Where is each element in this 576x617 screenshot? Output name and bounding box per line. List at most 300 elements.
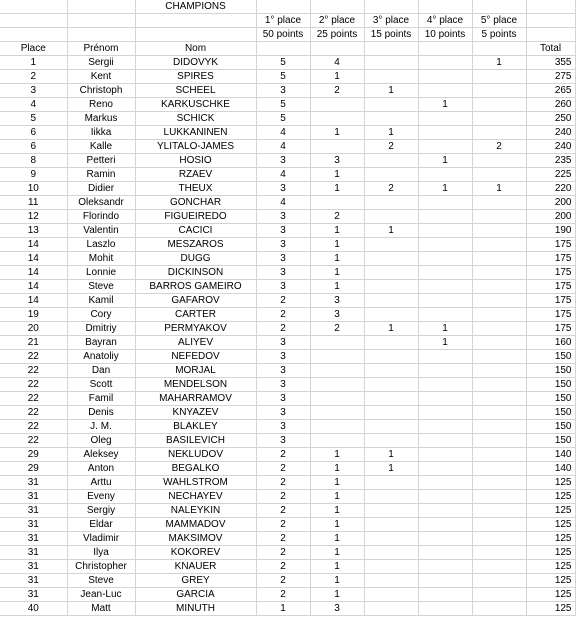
place-3-count-cell[interactable] [364, 336, 418, 350]
place-1-count-cell[interactable]: 3 [256, 392, 310, 406]
prenom-cell[interactable]: Steve [67, 574, 135, 588]
nom-cell[interactable]: RZAEV [135, 168, 256, 182]
place-4-count-cell[interactable] [418, 112, 472, 126]
place-cell[interactable]: 12 [0, 210, 67, 224]
place-cell[interactable]: 19 [0, 308, 67, 322]
cell[interactable] [67, 14, 135, 28]
prenom-cell[interactable]: Steve [67, 280, 135, 294]
place-2-count-cell[interactable]: 1 [310, 266, 364, 280]
place-4-count-cell[interactable] [418, 462, 472, 476]
place-1-count-cell[interactable]: 2 [256, 518, 310, 532]
place-4-count-cell[interactable] [418, 546, 472, 560]
place-5-count-cell[interactable] [472, 196, 526, 210]
place-cell[interactable]: 21 [0, 336, 67, 350]
place-4-count-cell[interactable] [418, 126, 472, 140]
place-4-count-cell[interactable] [418, 266, 472, 280]
place-1-count-cell[interactable]: 3 [256, 336, 310, 350]
total-cell[interactable]: 125 [526, 476, 575, 490]
prenom-cell[interactable]: Dan [67, 364, 135, 378]
place-3-count-cell[interactable] [364, 210, 418, 224]
place-5-count-cell[interactable] [472, 294, 526, 308]
place-cell[interactable]: 31 [0, 574, 67, 588]
place-2-count-cell[interactable]: 1 [310, 126, 364, 140]
place-3-count-cell[interactable] [364, 252, 418, 266]
prenom-cell[interactable]: Florindo [67, 210, 135, 224]
place-2-count-cell[interactable] [310, 406, 364, 420]
prenom-cell[interactable]: Scott [67, 378, 135, 392]
place-3-count-cell[interactable] [364, 238, 418, 252]
place-1-header[interactable]: 1° place [256, 14, 310, 28]
total-cell[interactable]: 175 [526, 280, 575, 294]
prenom-cell[interactable]: Arttu [67, 476, 135, 490]
total-cell[interactable]: 220 [526, 182, 575, 196]
place-2-count-cell[interactable] [310, 434, 364, 448]
place-5-count-cell[interactable] [472, 504, 526, 518]
nom-cell[interactable]: SCHEEL [135, 84, 256, 98]
place-5-count-cell[interactable] [472, 336, 526, 350]
place-1-count-cell[interactable]: 3 [256, 280, 310, 294]
place-1-count-cell[interactable]: 4 [256, 168, 310, 182]
prenom-cell[interactable]: Mohit [67, 252, 135, 266]
sheet-title[interactable]: CHAMPIONS [135, 0, 256, 14]
place-4-count-cell[interactable] [418, 84, 472, 98]
place-4-count-cell[interactable] [418, 70, 472, 84]
total-cell[interactable]: 125 [526, 588, 575, 602]
place-1-count-cell[interactable]: 2 [256, 560, 310, 574]
place-2-count-cell[interactable]: 1 [310, 560, 364, 574]
place-4-count-cell[interactable] [418, 280, 472, 294]
place-4-count-cell[interactable] [418, 350, 472, 364]
place-4-count-cell[interactable]: 1 [418, 336, 472, 350]
place-5-count-cell[interactable] [472, 546, 526, 560]
place-3-count-cell[interactable]: 2 [364, 140, 418, 154]
place-3-count-cell[interactable] [364, 406, 418, 420]
place-1-count-cell[interactable]: 3 [256, 350, 310, 364]
place-cell[interactable]: 40 [0, 602, 67, 616]
total-cell[interactable]: 175 [526, 294, 575, 308]
place-2-count-cell[interactable]: 2 [310, 84, 364, 98]
place-2-count-cell[interactable] [310, 112, 364, 126]
total-cell[interactable]: 160 [526, 336, 575, 350]
place-3-count-cell[interactable] [364, 392, 418, 406]
place-cell[interactable]: 13 [0, 224, 67, 238]
place-3-count-cell[interactable]: 1 [364, 462, 418, 476]
place-5-count-cell[interactable] [472, 364, 526, 378]
place-5-count-cell[interactable] [472, 280, 526, 294]
place-2-count-cell[interactable]: 3 [310, 294, 364, 308]
place-2-count-cell[interactable]: 1 [310, 504, 364, 518]
place-5-count-cell[interactable] [472, 476, 526, 490]
nom-cell[interactable]: YLITALO-JAMES [135, 140, 256, 154]
place-cell[interactable]: 2 [0, 70, 67, 84]
place-4-count-cell[interactable]: 1 [418, 98, 472, 112]
place-2-count-cell[interactable]: 1 [310, 280, 364, 294]
place-1-count-cell[interactable]: 2 [256, 448, 310, 462]
place-3-count-cell[interactable]: 1 [364, 126, 418, 140]
place-4-count-cell[interactable] [418, 364, 472, 378]
prenom-cell[interactable]: Valentin [67, 224, 135, 238]
place-1-count-cell[interactable]: 2 [256, 476, 310, 490]
place-cell[interactable]: 22 [0, 406, 67, 420]
place-cell[interactable]: 31 [0, 504, 67, 518]
prenom-cell[interactable]: Petteri [67, 154, 135, 168]
place-2-count-cell[interactable] [310, 196, 364, 210]
place-3-header[interactable]: 3° place [364, 14, 418, 28]
place-1-count-cell[interactable]: 5 [256, 98, 310, 112]
place-2-count-cell[interactable]: 2 [310, 322, 364, 336]
place-2-count-cell[interactable] [310, 140, 364, 154]
place-4-count-cell[interactable] [418, 252, 472, 266]
place-1-count-cell[interactable]: 4 [256, 126, 310, 140]
place-4-count-cell[interactable] [418, 294, 472, 308]
prenom-cell[interactable]: Kent [67, 70, 135, 84]
place-4-count-cell[interactable]: 1 [418, 322, 472, 336]
total-cell[interactable]: 150 [526, 406, 575, 420]
place-5-count-cell[interactable] [472, 490, 526, 504]
place-2-count-cell[interactable] [310, 364, 364, 378]
total-cell[interactable]: 125 [526, 518, 575, 532]
prenom-cell[interactable]: Aleksey [67, 448, 135, 462]
total-cell[interactable]: 125 [526, 504, 575, 518]
place-4-count-cell[interactable] [418, 308, 472, 322]
place-2-count-cell[interactable]: 1 [310, 224, 364, 238]
total-cell[interactable]: 235 [526, 154, 575, 168]
nom-cell[interactable]: CARTER [135, 308, 256, 322]
cell[interactable] [135, 28, 256, 42]
place-3-count-cell[interactable]: 2 [364, 182, 418, 196]
cell[interactable] [472, 42, 526, 56]
place-2-count-cell[interactable]: 1 [310, 448, 364, 462]
place-cell[interactable]: 6 [0, 140, 67, 154]
place-cell[interactable]: 31 [0, 532, 67, 546]
nom-cell[interactable]: THEUX [135, 182, 256, 196]
total-cell[interactable]: 265 [526, 84, 575, 98]
total-cell[interactable]: 140 [526, 448, 575, 462]
place-2-count-cell[interactable]: 4 [310, 56, 364, 70]
place-5-count-cell[interactable] [472, 266, 526, 280]
place-1-count-cell[interactable]: 3 [256, 434, 310, 448]
nom-cell[interactable]: NEFEDOV [135, 350, 256, 364]
place-1-count-cell[interactable]: 2 [256, 462, 310, 476]
place-3-count-cell[interactable] [364, 476, 418, 490]
place-4-points[interactable]: 10 points [418, 28, 472, 42]
place-4-count-cell[interactable] [418, 378, 472, 392]
place-4-count-cell[interactable] [418, 196, 472, 210]
place-4-count-cell[interactable]: 1 [418, 182, 472, 196]
prenom-cell[interactable]: Ramin [67, 168, 135, 182]
place-2-count-cell[interactable]: 1 [310, 252, 364, 266]
cell[interactable] [526, 14, 575, 28]
place-cell[interactable]: 14 [0, 252, 67, 266]
place-2-count-cell[interactable]: 1 [310, 462, 364, 476]
place-2-count-cell[interactable]: 1 [310, 532, 364, 546]
prenom-cell[interactable]: Ilya [67, 546, 135, 560]
prenom-cell[interactable]: Sergiy [67, 504, 135, 518]
nom-cell[interactable]: NEKLUDOV [135, 448, 256, 462]
place-cell[interactable]: 8 [0, 154, 67, 168]
prenom-cell[interactable]: Kamil [67, 294, 135, 308]
place-3-count-cell[interactable] [364, 112, 418, 126]
place-cell[interactable]: 4 [0, 98, 67, 112]
place-2-count-cell[interactable]: 1 [310, 574, 364, 588]
prenom-cell[interactable]: Didier [67, 182, 135, 196]
prenom-cell[interactable]: Jean-Luc [67, 588, 135, 602]
place-cell[interactable]: 29 [0, 448, 67, 462]
total-cell[interactable]: 140 [526, 462, 575, 476]
place-4-count-cell[interactable] [418, 490, 472, 504]
place-5-count-cell[interactable] [472, 378, 526, 392]
total-cell[interactable]: 175 [526, 322, 575, 336]
place-3-count-cell[interactable] [364, 378, 418, 392]
place-1-count-cell[interactable]: 3 [256, 252, 310, 266]
prenom-cell[interactable]: Sergii [67, 56, 135, 70]
place-4-count-cell[interactable] [418, 518, 472, 532]
place-2-count-cell[interactable] [310, 350, 364, 364]
total-cell[interactable]: 125 [526, 546, 575, 560]
place-1-count-cell[interactable]: 2 [256, 490, 310, 504]
cell[interactable] [67, 0, 135, 14]
nom-cell[interactable]: MAMMADOV [135, 518, 256, 532]
total-cell[interactable]: 150 [526, 378, 575, 392]
place-5-count-cell[interactable] [472, 154, 526, 168]
nom-cell[interactable]: PERMYAKOV [135, 322, 256, 336]
nom-cell[interactable]: ALIYEV [135, 336, 256, 350]
place-4-count-cell[interactable] [418, 560, 472, 574]
prenom-cell[interactable]: Eldar [67, 518, 135, 532]
place-1-count-cell[interactable]: 2 [256, 294, 310, 308]
place-cell[interactable]: 31 [0, 518, 67, 532]
cell[interactable] [0, 14, 67, 28]
place-4-count-cell[interactable] [418, 574, 472, 588]
place-1-count-cell[interactable]: 3 [256, 154, 310, 168]
nom-cell[interactable]: NECHAYEV [135, 490, 256, 504]
place-1-count-cell[interactable]: 2 [256, 588, 310, 602]
place-cell[interactable]: 22 [0, 378, 67, 392]
place-3-count-cell[interactable] [364, 70, 418, 84]
place-cell[interactable]: 31 [0, 546, 67, 560]
cell[interactable] [135, 14, 256, 28]
place-cell[interactable]: 31 [0, 588, 67, 602]
prenom-cell[interactable]: Famil [67, 392, 135, 406]
nom-cell[interactable]: CACICI [135, 224, 256, 238]
place-5-count-cell[interactable] [472, 602, 526, 616]
place-1-count-cell[interactable]: 3 [256, 84, 310, 98]
total-cell[interactable]: 175 [526, 308, 575, 322]
place-2-header[interactable]: 2° place [310, 14, 364, 28]
place-2-count-cell[interactable]: 1 [310, 182, 364, 196]
nom-cell[interactable]: DICKINSON [135, 266, 256, 280]
nom-cell[interactable]: KNAUER [135, 560, 256, 574]
cell[interactable] [472, 0, 526, 14]
nom-cell[interactable]: GREY [135, 574, 256, 588]
prenom-cell[interactable]: Oleg [67, 434, 135, 448]
cell[interactable] [67, 28, 135, 42]
total-cell[interactable]: 355 [526, 56, 575, 70]
place-3-count-cell[interactable] [364, 602, 418, 616]
place-5-count-cell[interactable] [472, 560, 526, 574]
place-5-count-cell[interactable] [472, 126, 526, 140]
prenom-cell[interactable]: Dmitriy [67, 322, 135, 336]
total-cell[interactable]: 175 [526, 266, 575, 280]
cell[interactable] [0, 28, 67, 42]
place-3-count-cell[interactable] [364, 532, 418, 546]
place-2-count-cell[interactable]: 3 [310, 602, 364, 616]
place-1-count-cell[interactable]: 3 [256, 406, 310, 420]
total-cell[interactable]: 150 [526, 392, 575, 406]
place-1-count-cell[interactable]: 3 [256, 224, 310, 238]
place-2-count-cell[interactable]: 2 [310, 210, 364, 224]
place-3-count-cell[interactable] [364, 560, 418, 574]
place-3-count-cell[interactable] [364, 420, 418, 434]
place-3-count-cell[interactable] [364, 280, 418, 294]
cell[interactable] [310, 42, 364, 56]
place-5-points[interactable]: 5 points [472, 28, 526, 42]
cell[interactable] [256, 0, 310, 14]
place-5-count-cell[interactable]: 1 [472, 182, 526, 196]
place-3-count-cell[interactable] [364, 266, 418, 280]
place-3-count-cell[interactable] [364, 350, 418, 364]
place-2-count-cell[interactable] [310, 336, 364, 350]
nom-cell[interactable]: SCHICK [135, 112, 256, 126]
nom-cell[interactable]: MAHARRAMOV [135, 392, 256, 406]
nom-cell[interactable]: BLAKLEY [135, 420, 256, 434]
place-3-count-cell[interactable]: 1 [364, 448, 418, 462]
place-cell[interactable]: 5 [0, 112, 67, 126]
nom-column-header[interactable]: Nom [135, 42, 256, 56]
cell[interactable] [418, 0, 472, 14]
place-5-count-cell[interactable] [472, 168, 526, 182]
place-5-count-cell[interactable] [472, 518, 526, 532]
prenom-cell[interactable]: Lonnie [67, 266, 135, 280]
place-4-count-cell[interactable] [418, 434, 472, 448]
place-4-count-cell[interactable] [418, 504, 472, 518]
place-cell[interactable]: 29 [0, 462, 67, 476]
total-cell[interactable]: 250 [526, 112, 575, 126]
place-2-count-cell[interactable]: 1 [310, 588, 364, 602]
place-5-count-cell[interactable] [472, 238, 526, 252]
place-1-count-cell[interactable]: 3 [256, 210, 310, 224]
nom-cell[interactable]: BARROS GAMEIRO [135, 280, 256, 294]
place-5-count-cell[interactable] [472, 532, 526, 546]
prenom-column-header[interactable]: Prénom [67, 42, 135, 56]
place-3-count-cell[interactable]: 1 [364, 224, 418, 238]
total-cell[interactable]: 240 [526, 126, 575, 140]
place-5-count-cell[interactable] [472, 434, 526, 448]
nom-cell[interactable]: DIDOVYK [135, 56, 256, 70]
place-4-count-cell[interactable] [418, 168, 472, 182]
place-5-count-cell[interactable] [472, 406, 526, 420]
place-cell[interactable]: 14 [0, 294, 67, 308]
place-5-count-cell[interactable] [472, 588, 526, 602]
place-3-count-cell[interactable] [364, 434, 418, 448]
place-4-count-cell[interactable]: 1 [418, 154, 472, 168]
nom-cell[interactable]: MESZAROS [135, 238, 256, 252]
nom-cell[interactable]: LUKKANINEN [135, 126, 256, 140]
place-3-count-cell[interactable] [364, 294, 418, 308]
place-3-points[interactable]: 15 points [364, 28, 418, 42]
place-cell[interactable]: 22 [0, 420, 67, 434]
prenom-cell[interactable]: Cory [67, 308, 135, 322]
place-1-count-cell[interactable]: 2 [256, 504, 310, 518]
nom-cell[interactable]: HOSIO [135, 154, 256, 168]
place-1-count-cell[interactable]: 4 [256, 196, 310, 210]
nom-cell[interactable]: NALEYKIN [135, 504, 256, 518]
place-2-count-cell[interactable] [310, 420, 364, 434]
total-cell[interactable]: 125 [526, 532, 575, 546]
place-5-count-cell[interactable] [472, 224, 526, 238]
place-2-count-cell[interactable]: 3 [310, 308, 364, 322]
total-cell[interactable]: 125 [526, 560, 575, 574]
place-3-count-cell[interactable] [364, 56, 418, 70]
cell[interactable] [418, 42, 472, 56]
nom-cell[interactable]: SPIRES [135, 70, 256, 84]
prenom-cell[interactable]: Vladimir [67, 532, 135, 546]
place-1-count-cell[interactable]: 2 [256, 532, 310, 546]
place-4-count-cell[interactable] [418, 406, 472, 420]
prenom-cell[interactable]: Iikka [67, 126, 135, 140]
place-cell[interactable]: 20 [0, 322, 67, 336]
place-1-count-cell[interactable]: 3 [256, 266, 310, 280]
place-5-count-cell[interactable] [472, 448, 526, 462]
cell[interactable] [310, 0, 364, 14]
place-cell[interactable]: 6 [0, 126, 67, 140]
place-1-count-cell[interactable]: 3 [256, 420, 310, 434]
place-2-count-cell[interactable]: 1 [310, 168, 364, 182]
cell[interactable] [364, 0, 418, 14]
place-3-count-cell[interactable] [364, 168, 418, 182]
place-1-count-cell[interactable]: 1 [256, 602, 310, 616]
nom-cell[interactable]: KOKOREV [135, 546, 256, 560]
total-column-header[interactable]: Total [526, 42, 575, 56]
total-cell[interactable]: 190 [526, 224, 575, 238]
nom-cell[interactable]: BASILEVICH [135, 434, 256, 448]
place-4-count-cell[interactable] [418, 448, 472, 462]
place-4-count-cell[interactable] [418, 602, 472, 616]
total-cell[interactable]: 225 [526, 168, 575, 182]
place-4-count-cell[interactable] [418, 392, 472, 406]
place-cell[interactable]: 22 [0, 392, 67, 406]
nom-cell[interactable]: MENDELSON [135, 378, 256, 392]
place-3-count-cell[interactable]: 1 [364, 322, 418, 336]
place-3-count-cell[interactable]: 1 [364, 84, 418, 98]
place-2-count-cell[interactable]: 1 [310, 546, 364, 560]
place-cell[interactable]: 10 [0, 182, 67, 196]
cell[interactable] [0, 0, 67, 14]
place-4-count-cell[interactable] [418, 238, 472, 252]
total-cell[interactable]: 200 [526, 210, 575, 224]
place-cell[interactable]: 3 [0, 84, 67, 98]
prenom-cell[interactable]: J. M. [67, 420, 135, 434]
place-2-count-cell[interactable] [310, 98, 364, 112]
nom-cell[interactable]: MAKSIMOV [135, 532, 256, 546]
place-2-count-cell[interactable]: 3 [310, 154, 364, 168]
place-2-count-cell[interactable]: 1 [310, 238, 364, 252]
place-cell[interactable]: 11 [0, 196, 67, 210]
place-3-count-cell[interactable] [364, 518, 418, 532]
prenom-cell[interactable]: Markus [67, 112, 135, 126]
place-1-count-cell[interactable]: 5 [256, 70, 310, 84]
prenom-cell[interactable]: Denis [67, 406, 135, 420]
total-cell[interactable]: 240 [526, 140, 575, 154]
place-2-count-cell[interactable] [310, 392, 364, 406]
place-1-count-cell[interactable]: 3 [256, 364, 310, 378]
nom-cell[interactable]: KARKUSCHKE [135, 98, 256, 112]
prenom-cell[interactable]: Eveny [67, 490, 135, 504]
place-5-count-cell[interactable] [472, 98, 526, 112]
prenom-cell[interactable]: Oleksandr [67, 196, 135, 210]
total-cell[interactable]: 150 [526, 434, 575, 448]
place-cell[interactable]: 31 [0, 560, 67, 574]
